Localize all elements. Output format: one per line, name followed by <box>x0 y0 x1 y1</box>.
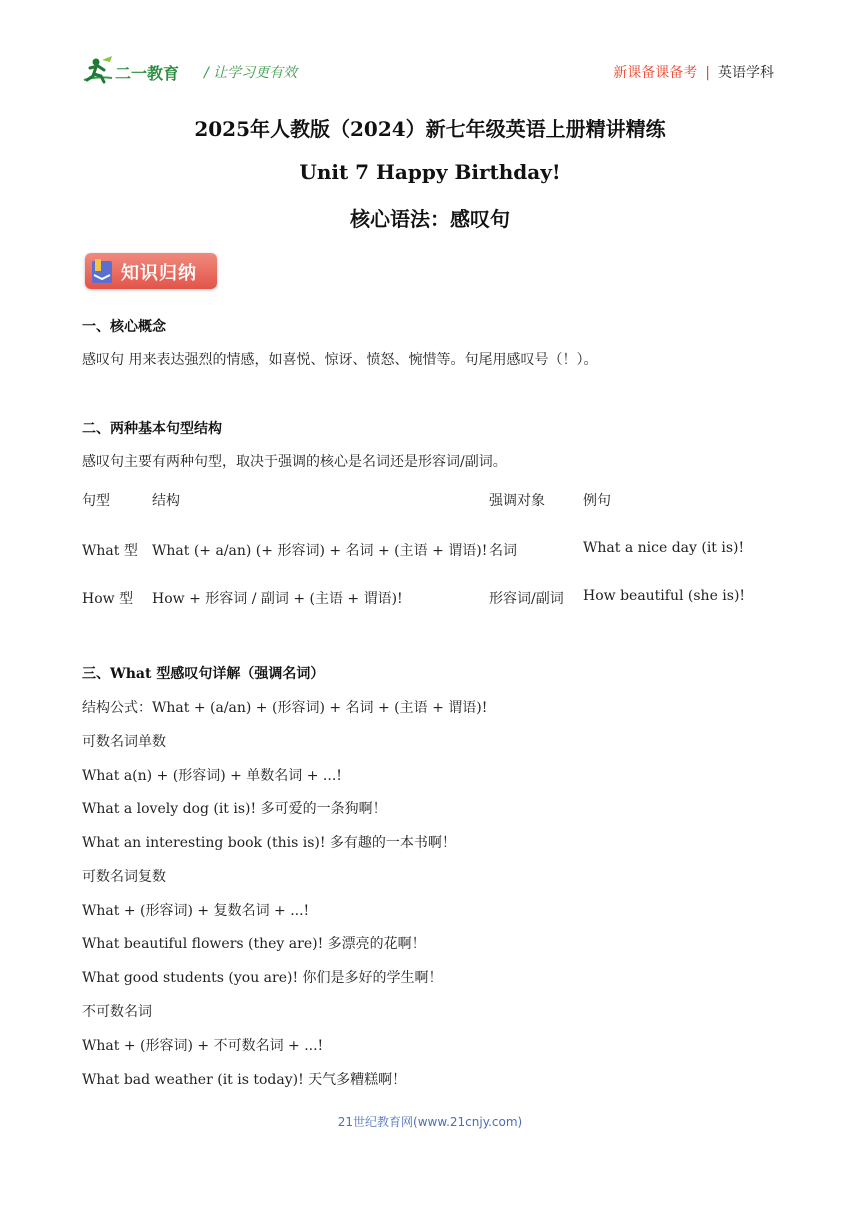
header-separator: | <box>705 65 710 81</box>
section-1-text: 感叹句 用来表达强烈的情感，如喜悦、惊讶、愤怒、惋惜等。句尾用感叹号（！）。 <box>82 352 598 368</box>
section-3-line: What good students (you are)! 你们是多好的学生啊！ <box>82 970 443 986</box>
table-row-what-emphasis: 名词 <box>489 543 517 559</box>
table-header-type: 句型 <box>82 493 110 509</box>
topic-title: 核心语法：感叹句 <box>350 207 510 231</box>
knowledge-summary-badge <box>85 253 217 289</box>
page-title: 2025年人教版（2024）新七年级英语上册精讲精练 <box>194 117 666 141</box>
section-2-heading: 二、两种基本句型结构 <box>82 421 222 437</box>
badge-label: 知识归纳 <box>121 263 197 284</box>
table-row-how-emphasis: 形容词/副词 <box>489 591 564 607</box>
table-row-how-example: How beautiful (she is)! <box>583 588 746 604</box>
page-header <box>82 52 774 92</box>
header-course-label: 新课备课备考 <box>613 65 698 81</box>
section-3-line: 不可数名词 <box>82 1004 152 1020</box>
brand-name: 二一教育 <box>115 64 180 83</box>
table-row-how-structure: How + 形容词 / 副词 + (主语 + 谓语)! <box>152 591 403 607</box>
slogan: / 让学习更有效 <box>204 65 298 81</box>
section-3-line: What + (形容词) + 不可数名词 + ...! <box>82 1038 324 1054</box>
table-row-how-type: How 型 <box>82 591 134 607</box>
table-row-what-structure: What (+ a/an) (+ 形容词) + 名词 + (主语 + 谓语)! <box>152 543 488 559</box>
table-header-emphasis: 强调对象 <box>489 493 545 509</box>
section-3-line: What + (形容词) + 复数名词 + ...! <box>82 903 310 919</box>
page-footer: 21世纪教育网(www.21cnjy.com) <box>337 1115 523 1129</box>
unit-title: Unit 7 Happy Birthday! <box>299 160 561 184</box>
section-3-line: What a lovely dog (it is)! 多可爱的一条狗啊！ <box>82 801 387 817</box>
table-header-example: 例句 <box>583 493 611 509</box>
table-row-what-type: What 型 <box>82 543 138 559</box>
section-3-line: What a(n) + (形容词) + 单数名词 + ...! <box>82 768 342 784</box>
section-3-line: 可数名词复数 <box>82 869 166 885</box>
section-3-line: 可数名词单数 <box>82 734 166 750</box>
section-3-line: What beautiful flowers (they are)! 多漂亮的花啊！ <box>82 936 426 952</box>
section-3-formula: 结构公式：What + (a/an) + (形容词) + 名词 + (主语 + 谓语)! <box>82 700 488 716</box>
section-3-heading: 三、What 型感叹句详解（强调名词） <box>82 666 325 682</box>
header-subject-label: 英语学科 <box>718 65 774 81</box>
header-subject <box>613 62 774 82</box>
table-header-structure: 结构 <box>152 493 180 509</box>
section-3-line: What bad weather (it is today)! 天气多糟糕啊！ <box>82 1072 407 1088</box>
section-1-heading: 一、核心概念 <box>82 319 166 335</box>
section-2-intro: 感叹句主要有两种句型，取决于强调的核心是名词还是形容词/副词。 <box>82 454 507 470</box>
brand-logo <box>82 56 192 88</box>
book-icon <box>90 257 116 285</box>
table-row-what-example: What a nice day (it is)! <box>583 540 745 556</box>
section-3-line: What an interesting book (this is)! 多有趣的一本书啊！ <box>82 835 456 851</box>
